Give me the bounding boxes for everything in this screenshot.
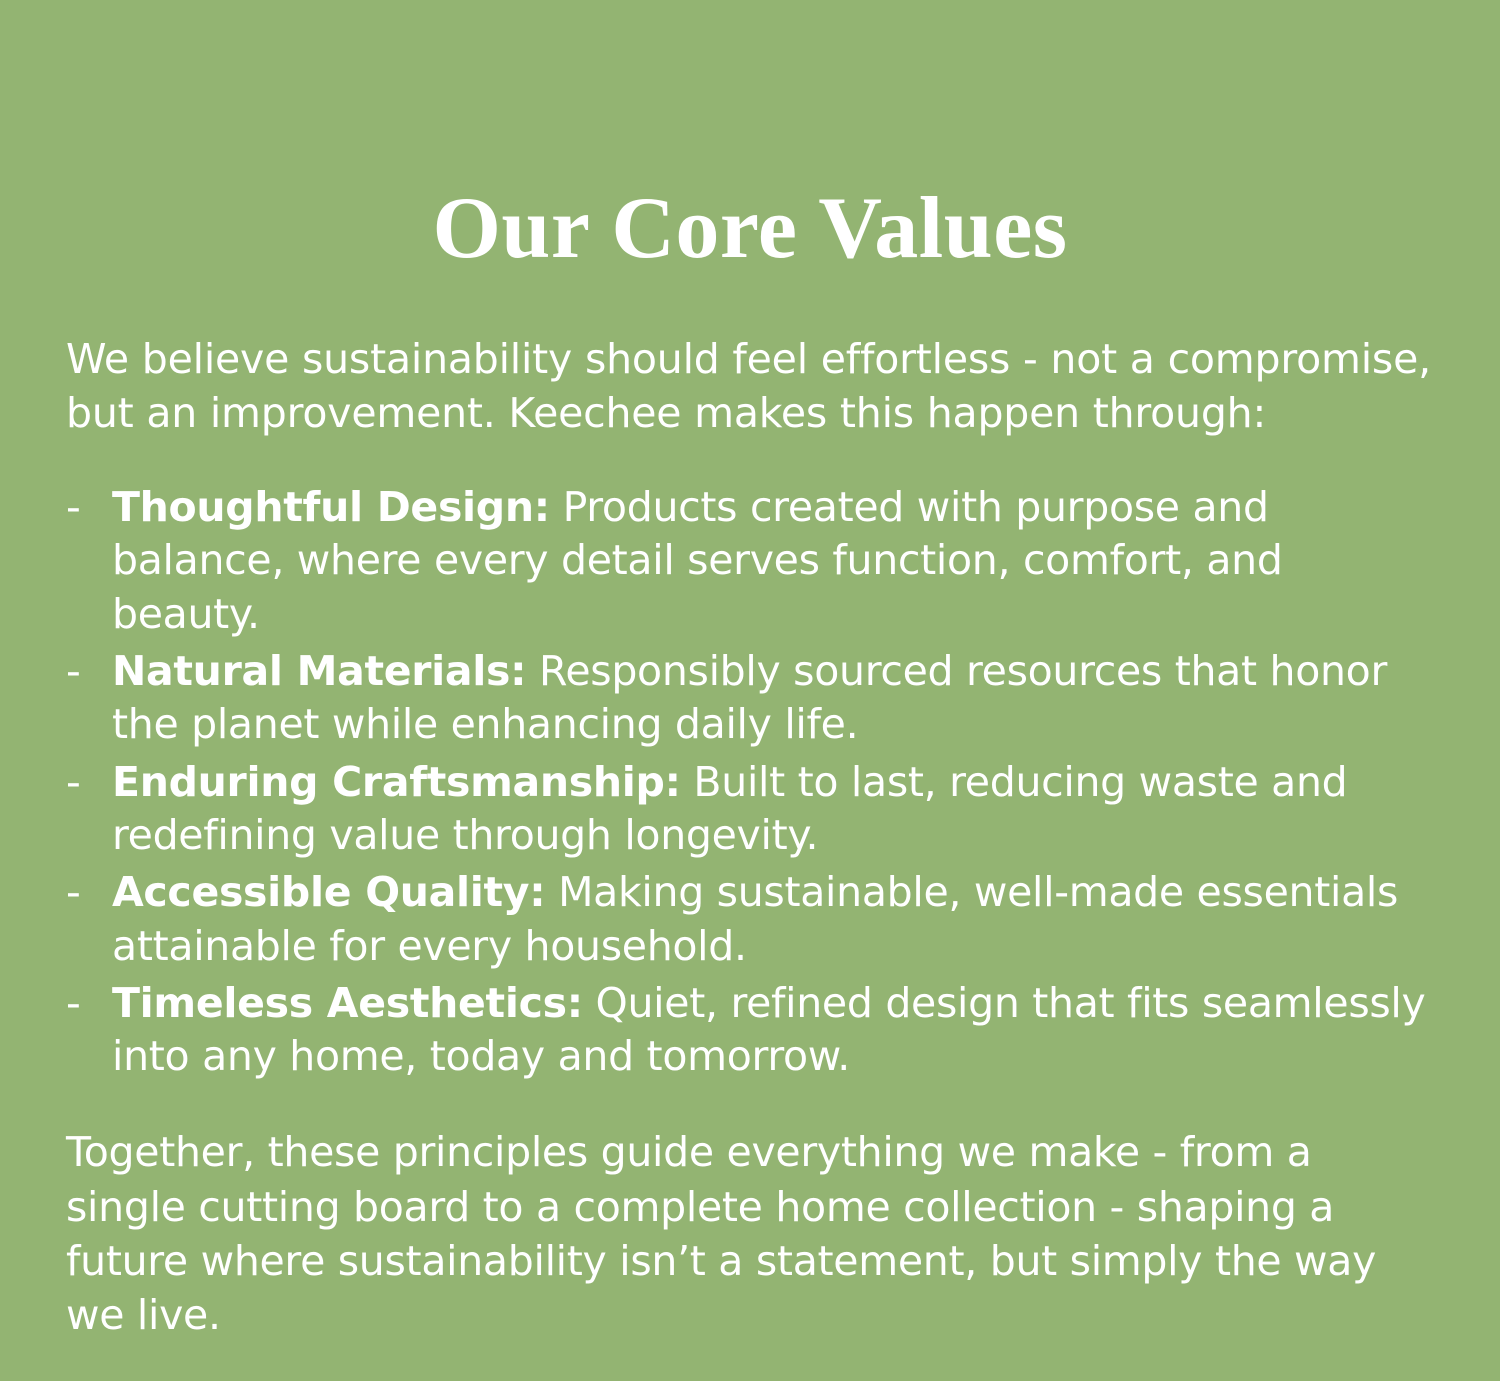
value-description: Products created with purpose and balance, where every detail serves function, comfort, and beauty. bbox=[112, 483, 1283, 638]
value-description: Making sustainable, well-made essentials attainable for every household. bbox=[112, 868, 1399, 970]
page-title: Our Core Values bbox=[432, 179, 1068, 277]
value-term: Thoughtful Design: bbox=[112, 483, 550, 532]
bullet-marker: - bbox=[66, 483, 81, 532]
core-values-list bbox=[66, 481, 1434, 1083]
value-description: Built to last, reducing waste and redefining value through longevity. bbox=[112, 757, 1348, 859]
list-item bbox=[66, 756, 1434, 863]
value-term: Natural Materials: bbox=[112, 647, 527, 696]
core-values-page bbox=[0, 59, 1500, 1381]
bullet-marker: - bbox=[66, 868, 81, 917]
bullet-marker: - bbox=[66, 978, 81, 1027]
bullet-marker: - bbox=[66, 647, 81, 696]
list-item bbox=[66, 866, 1434, 973]
list-item bbox=[66, 645, 1434, 752]
list-item bbox=[66, 481, 1434, 641]
value-description: Quiet, refined design that fits seamlessly into any home, today and tomorrow. bbox=[112, 978, 1426, 1081]
value-term: Enduring Craftsmanship: bbox=[112, 757, 681, 806]
list-item bbox=[66, 977, 1434, 1084]
intro-paragraph: We believe sustainability should feel effortless - not a compromise, but an improvement. Keechee makes this happen through: bbox=[66, 334, 1431, 438]
closing-paragraph: Together, these principles guide everything we make - from a single cutting board to a complete home collection - shaping a future where sustainability isn’t a statement, but simply the way we live. bbox=[66, 1128, 1377, 1339]
bullet-marker: - bbox=[66, 757, 81, 806]
value-term: Timeless Aesthetics: bbox=[112, 978, 583, 1027]
value-term: Accessible Quality: bbox=[112, 868, 546, 917]
value-description: Responsibly sourced resources that honor the planet while enhancing daily life. bbox=[112, 647, 1388, 749]
